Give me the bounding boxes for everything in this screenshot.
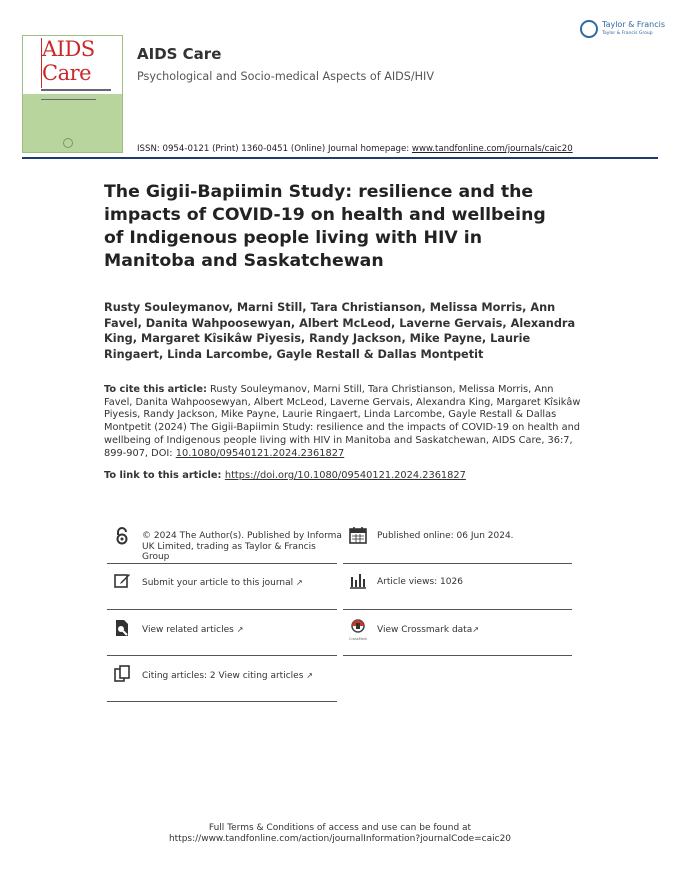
citation-block: [104, 384, 584, 460]
crossmark-icon: [349, 619, 367, 637]
submit-article-label: Submit your article to this journal: [142, 578, 294, 588]
info-divider: [107, 563, 337, 564]
publisher-tagline: Taylor & Francis Group: [602, 31, 653, 36]
doi-link[interactable]: 10.1080/09540121.2024.2361827: [175, 447, 345, 459]
citing-articles-icon: [113, 665, 131, 683]
journal-subtitle: Psychological and Socio-medical Aspects of AIDS/HIV: [137, 70, 435, 83]
crossmark-tiny-label: CrossMark: [349, 637, 368, 641]
footer-terms-link[interactable]: https://www.tandfonline.com/action/journalInformation?journalCode=caic20: [168, 834, 512, 844]
taylor-francis-logo-icon: [580, 20, 598, 38]
cover-logo-line1: AIDS: [42, 37, 95, 61]
related-articles-icon: [113, 619, 131, 637]
external-link-icon: ↗: [236, 625, 244, 634]
cover-logo-line2: Care: [42, 61, 92, 85]
footer-line1: Full Terms & Conditions of access and use can be found at: [208, 823, 472, 833]
article-authors: Rusty Souleymanov, Marni Still, Tara Christianson, Melissa Morris, Ann Favel, Danita Wahpoosewyan, Albert McLeod, Laverne Gervais, Alexandra King, Margaret Kîsikâw Piyesis, Randy Jackson, Mike Payne, Laurie Ringaert, Linda Larcombe, Gayle Restall & Dallas Montpetit: [104, 301, 576, 361]
bar-chart-icon: [349, 571, 367, 589]
calendar-icon: [349, 526, 367, 544]
citing-articles-link[interactable]: [142, 671, 313, 682]
publisher-name: Taylor & Francis: [602, 20, 665, 29]
open-access-icon: [113, 527, 131, 545]
external-link-icon: ↗: [306, 671, 313, 680]
info-divider: [107, 655, 337, 656]
issn-line: [137, 144, 573, 154]
article-title: The Gigii-Bapiimin Study: resilience and the impacts of COVID-19 on health and wellbeing of Indigenous people living with HIV in Manitoba and Saskatchewan: [104, 182, 546, 271]
license-text: © 2024 The Author(s). Published by Informa UK Limited, trading as Taylor & Francis Group: [142, 531, 342, 562]
cover-tiny-line: [41, 89, 111, 91]
article-views: Article views: 1026: [377, 577, 463, 587]
journal-cover-image: [22, 35, 123, 153]
crossmark-label: View Crossmark data: [377, 625, 473, 635]
link-to-article: [104, 470, 466, 481]
citation-text: Rusty Souleymanov, Marni Still, Tara Christianson, Melissa Morris, Ann Favel, Danita Wahpoosewyan, Albert McLeod, Laverne Gervais, Alexandra King, Margaret Kîsikâw Piyesis, Randy Jackson, Mike Payne, Laurie Ringaert, Linda Larcombe, Gayle Restall & Dallas Montpetit (2024) The Gigii-Bapiimin Study: resilience and the impacts of COVID-19 on health and wellbeing of Indigenous people living with HIV in Manitoba and Saskatchewan, AIDS Care, 36:7, 899-907, DOI:: [104, 384, 581, 459]
view-related-link[interactable]: [142, 625, 243, 636]
view-related-label: View related articles: [142, 625, 234, 635]
published-date: Published online: 06 Jun 2024.: [377, 531, 514, 541]
citation-label: To cite this article:: [104, 384, 207, 395]
info-divider: [107, 609, 337, 610]
cover-tiny-line: [41, 99, 96, 100]
external-link-icon: ↗: [296, 578, 303, 587]
edit-icon: [113, 571, 131, 589]
header-divider: [22, 157, 658, 159]
info-divider: [343, 655, 572, 656]
external-link-icon: ↗: [472, 625, 479, 634]
link-label: To link to this article:: [104, 470, 225, 481]
crossmark-link[interactable]: [377, 625, 479, 636]
info-divider: [343, 563, 572, 564]
submit-article-link[interactable]: [142, 578, 303, 589]
routledge-icon: [63, 138, 73, 148]
journal-homepage-link[interactable]: www.tandfonline.com/journals/caic20: [411, 144, 573, 154]
info-divider: [107, 701, 337, 702]
footer: [0, 823, 680, 845]
publisher-logo[interactable]: [580, 20, 670, 40]
issn-text: ISSN: 0954-0121 (Print) 1360-0451 (Online) Journal homepage:: [137, 144, 412, 154]
info-divider: [343, 609, 572, 610]
article-url-link[interactable]: https://doi.org/10.1080/09540121.2024.2361827: [224, 470, 466, 481]
journal-title: AIDS Care: [137, 45, 222, 63]
citing-articles-label: Citing articles: 2 View citing articles: [142, 671, 304, 681]
